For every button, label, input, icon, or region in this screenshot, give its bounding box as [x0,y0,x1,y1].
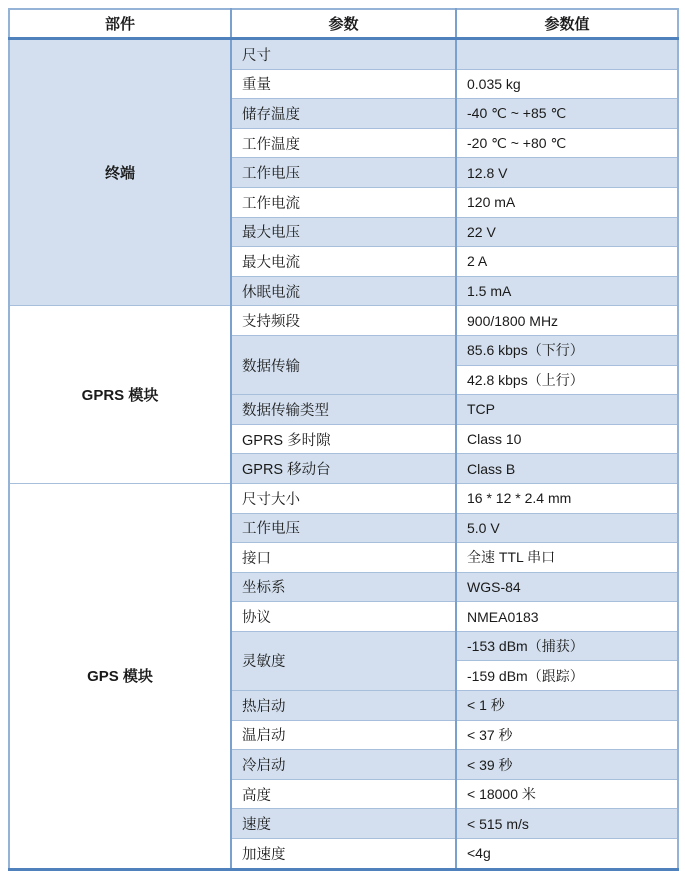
value-cell [456,39,678,70]
table-row [9,306,678,336]
param-cell: 支持频段 [231,306,456,336]
value-cell: -20 ℃ ~ +80 ℃ [456,128,678,158]
value-cell: 22 V [456,217,678,247]
value-cell: -159 dBm（跟踪） [456,661,678,691]
param-cell: 工作温度 [231,128,456,158]
value-cell: TCP [456,395,678,425]
param-cell: 尺寸 [231,39,456,70]
param-cell: 工作电压 [231,513,456,543]
value-cell: 42.8 kbps（上行） [456,365,678,395]
value-cell: WGS-84 [456,572,678,602]
param-cell: 温启动 [231,720,456,750]
value-cell: 12.8 V [456,158,678,188]
param-cell: 工作电压 [231,158,456,188]
param-cell: GPRS 移动台 [231,454,456,484]
value-cell: 900/1800 MHz [456,306,678,336]
param-cell: 储存温度 [231,99,456,129]
value-cell: 16 * 12 * 2.4 mm [456,483,678,513]
param-cell: 休眠电流 [231,276,456,306]
param-cell: 加速度 [231,839,456,870]
component-cell: 终端 [9,39,231,306]
component-cell: GPS 模块 [9,483,231,869]
value-cell: 2 A [456,247,678,277]
param-cell: 工作电流 [231,187,456,217]
value-cell: -40 ℃ ~ +85 ℃ [456,99,678,129]
param-cell: 坐标系 [231,572,456,602]
param-cell: 最大电流 [231,247,456,277]
param-cell: 最大电压 [231,217,456,247]
value-cell: -153 dBm（捕获） [456,631,678,661]
param-cell: 尺寸大小 [231,483,456,513]
param-cell: 数据传输类型 [231,395,456,425]
header-row [9,9,678,39]
value-cell: 5.0 V [456,513,678,543]
value-cell: 120 mA [456,187,678,217]
param-cell: 接口 [231,543,456,573]
col-header-value: 参数值 [456,9,678,39]
param-cell: 冷启动 [231,750,456,780]
param-cell: 数据传输 [231,335,456,394]
value-cell: 全速 TTL 串口 [456,543,678,573]
param-cell: 高度 [231,779,456,809]
col-header-component: 部件 [9,9,231,39]
param-cell: 协议 [231,602,456,632]
table-row [9,39,678,70]
value-cell: < 1 秒 [456,691,678,721]
table-row [9,483,678,513]
col-header-parameter: 参数 [231,9,456,39]
value-cell: Class B [456,454,678,484]
value-cell: 0.035 kg [456,69,678,99]
value-cell: 85.6 kbps（下行） [456,335,678,365]
value-cell: < 515 m/s [456,809,678,839]
value-cell: 1.5 mA [456,276,678,306]
param-cell: 速度 [231,809,456,839]
param-cell: 灵敏度 [231,631,456,690]
value-cell: NMEA0183 [456,602,678,632]
param-cell: 热启动 [231,691,456,721]
value-cell: < 18000 米 [456,779,678,809]
value-cell: < 37 秒 [456,720,678,750]
param-cell: GPRS 多时隙 [231,424,456,454]
value-cell: < 39 秒 [456,750,678,780]
spec-table [8,8,679,871]
value-cell: <4g [456,839,678,870]
value-cell: Class 10 [456,424,678,454]
param-cell: 重量 [231,69,456,99]
component-cell: GPRS 模块 [9,306,231,484]
